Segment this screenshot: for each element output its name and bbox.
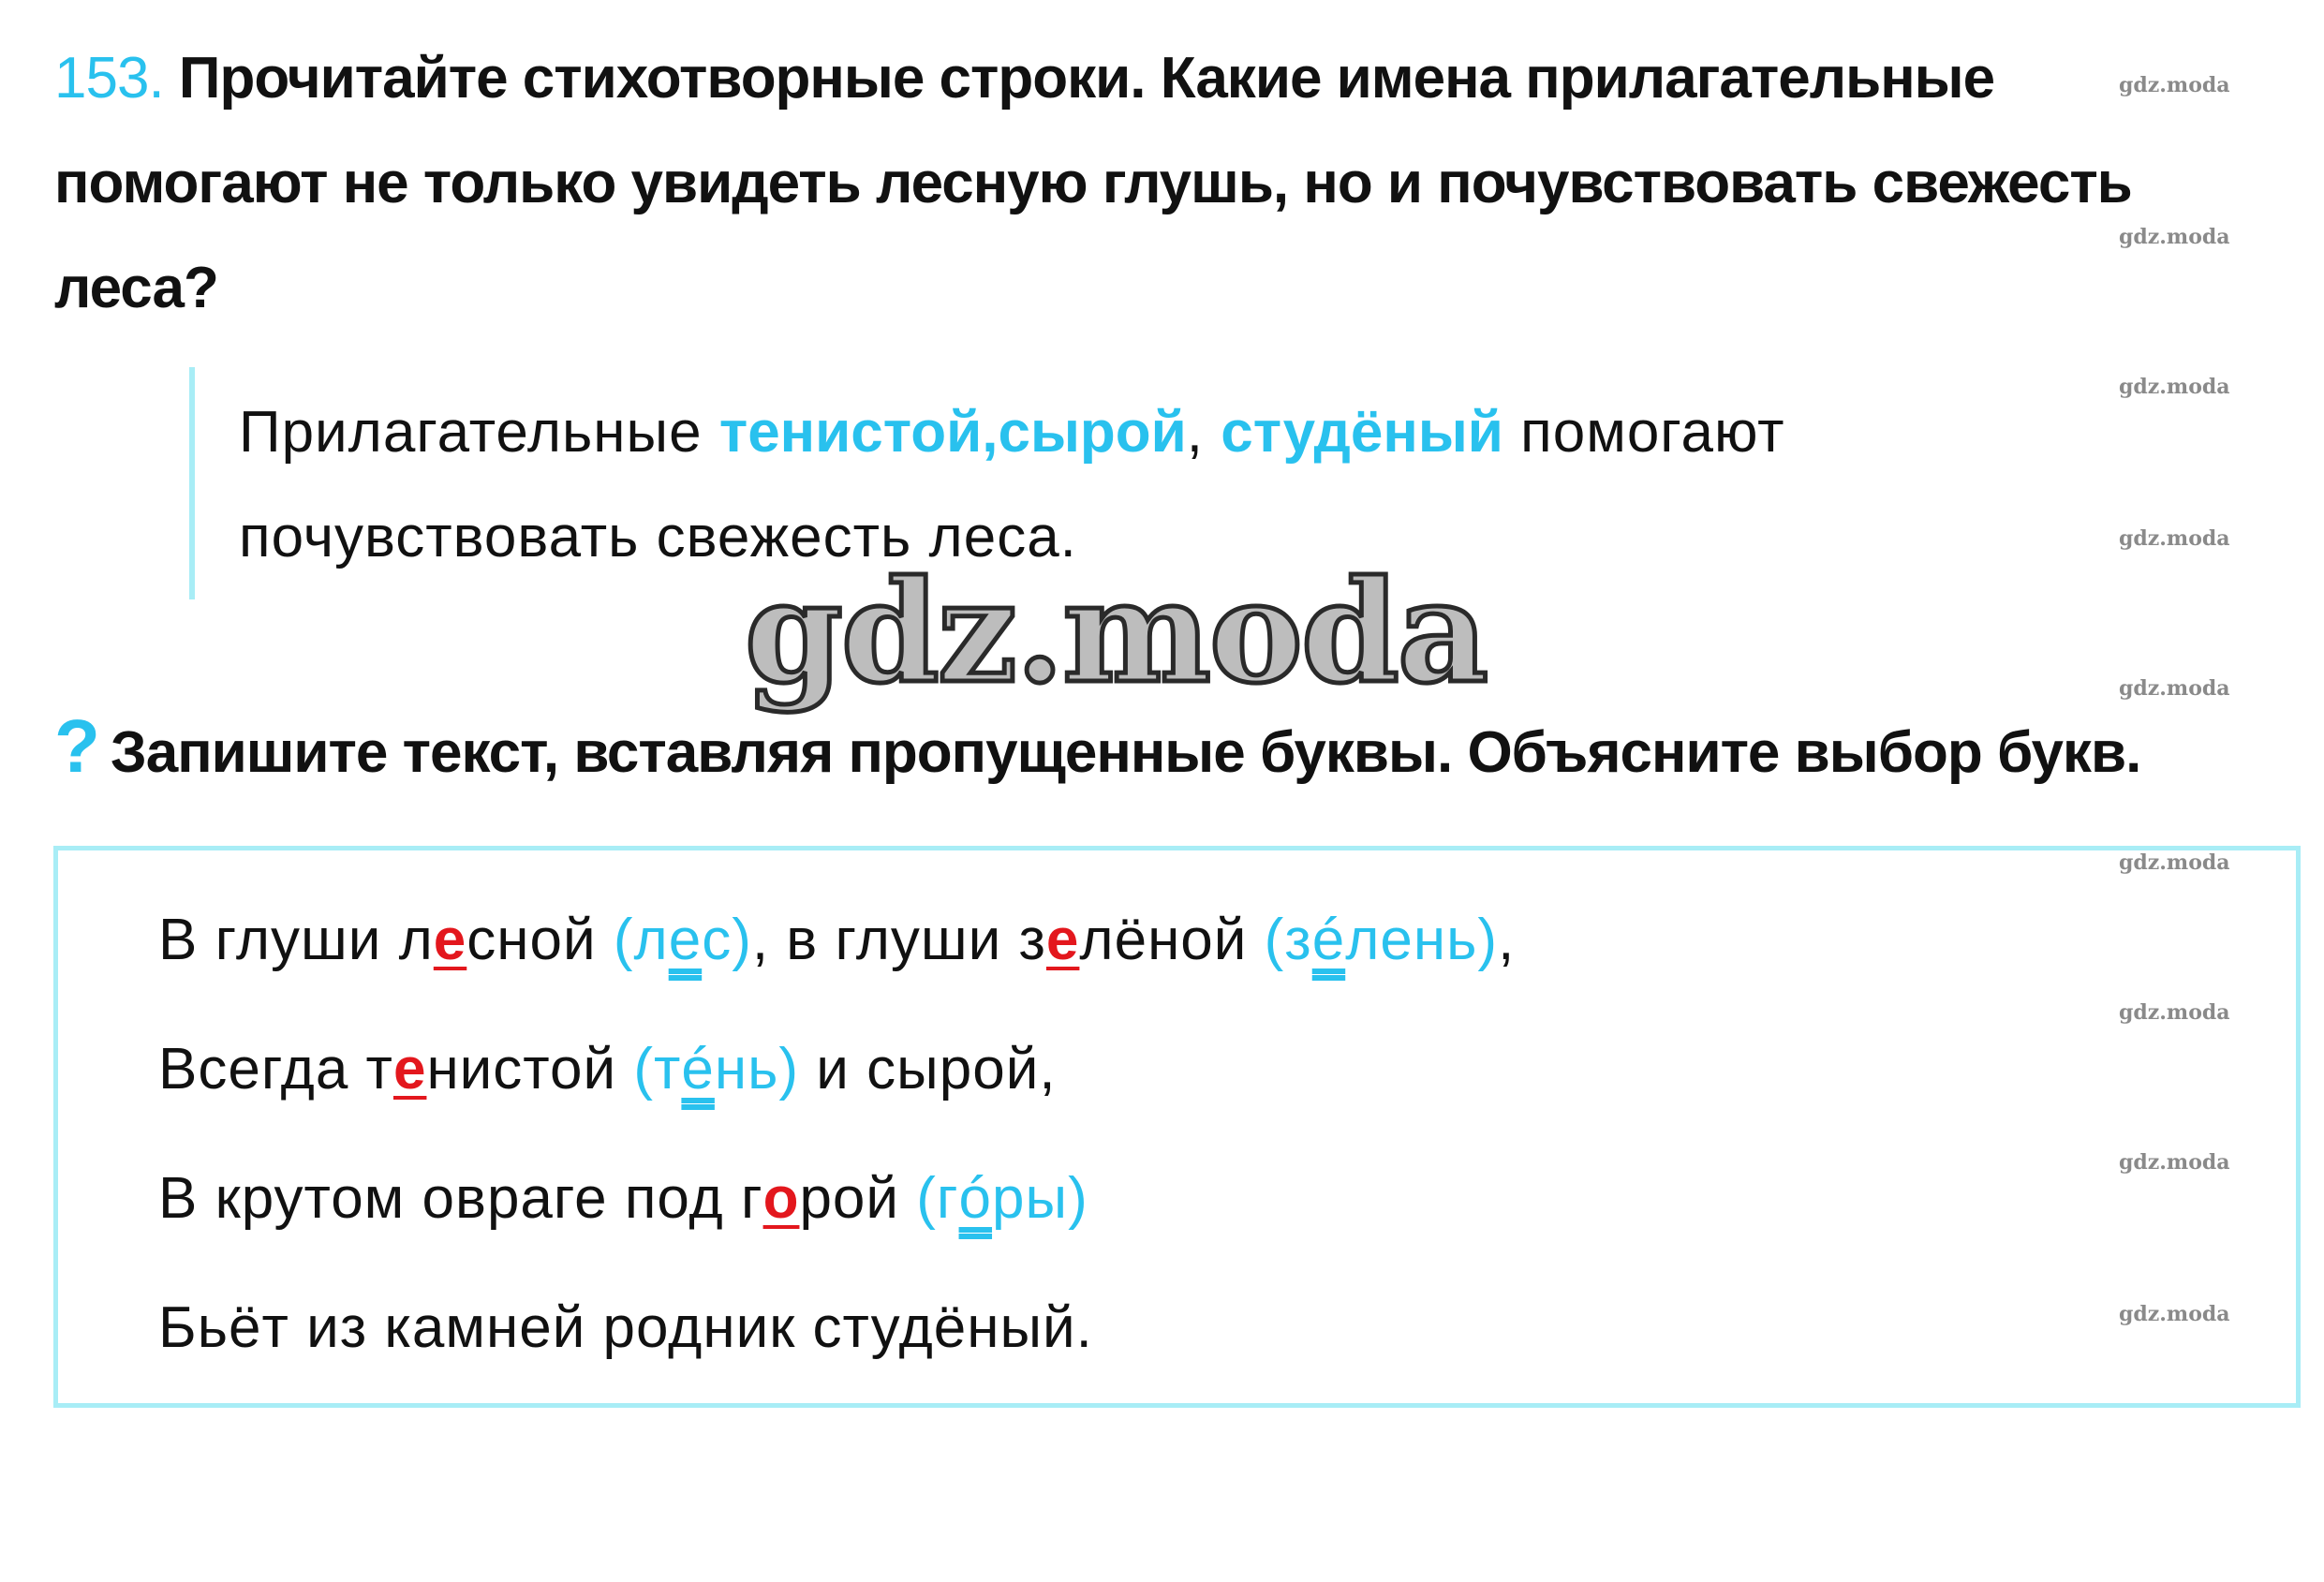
watermark: gdz.moda [2119,1150,2230,1175]
watermark: gdz.moda [2119,1302,2230,1326]
check-word: (лес) [613,908,752,972]
watermark: gdz.moda [2119,1000,2230,1025]
watermark: gdz.moda [2119,850,2230,875]
poem-line-2: Всегда тенистой (тéнь) и сырой, [158,1037,1057,1101]
answer-prefix: Прилагательные [239,400,719,465]
adjective-3: студёный [1221,400,1503,465]
check-word: (гóры) [916,1166,1088,1231]
answer-suffix: помогают почувствовать свежесть леса. [239,400,1785,569]
watermark: gdz.moda [2119,73,2230,97]
check-word: (зéлень) [1264,908,1499,972]
question-mark-icon: ? [54,704,99,788]
inserted-letter: е [433,908,467,972]
answer-separator: , [1186,400,1221,465]
watermark: gdz.moda [2119,225,2230,249]
adjective-1: тенистой, [718,400,999,465]
task-text: Прочитайте стихотворные строки. Какие имена прилагательные помогают не только увидеть лесную глушь, но и почувствовать свежесть леса? [54,46,2132,320]
question-line [54,704,2140,795]
question-text: Запишите текст, вставляя пропущенные буквы. Объясните выбор букв. [110,720,2141,785]
poem-box [53,846,2301,1408]
watermark: gdz.moda [2119,526,2230,551]
inserted-letter: е [392,1037,427,1101]
inserted-letter: о [762,1166,800,1231]
adjective-2: сырой [998,400,1187,465]
task-paragraph [54,26,2209,341]
answer-quote-bar [189,367,195,599]
poem-line-3: В крутом овраге под горой (гóры) [158,1166,1088,1231]
site-logo-watermark: gdz.moda [745,550,1488,715]
poem-line-1: В глуши лесной (лес), в глуши зелёной (зéлень), [158,908,1516,972]
poem-line-4: Бьёт из камней родник студёный. [158,1295,1093,1360]
watermark: gdz.moda [2119,676,2230,701]
watermark: gdz.moda [2119,375,2230,399]
inserted-letter: е [1045,908,1080,972]
check-word: (тéнь) [633,1037,800,1101]
task-number: 153. [54,46,164,111]
